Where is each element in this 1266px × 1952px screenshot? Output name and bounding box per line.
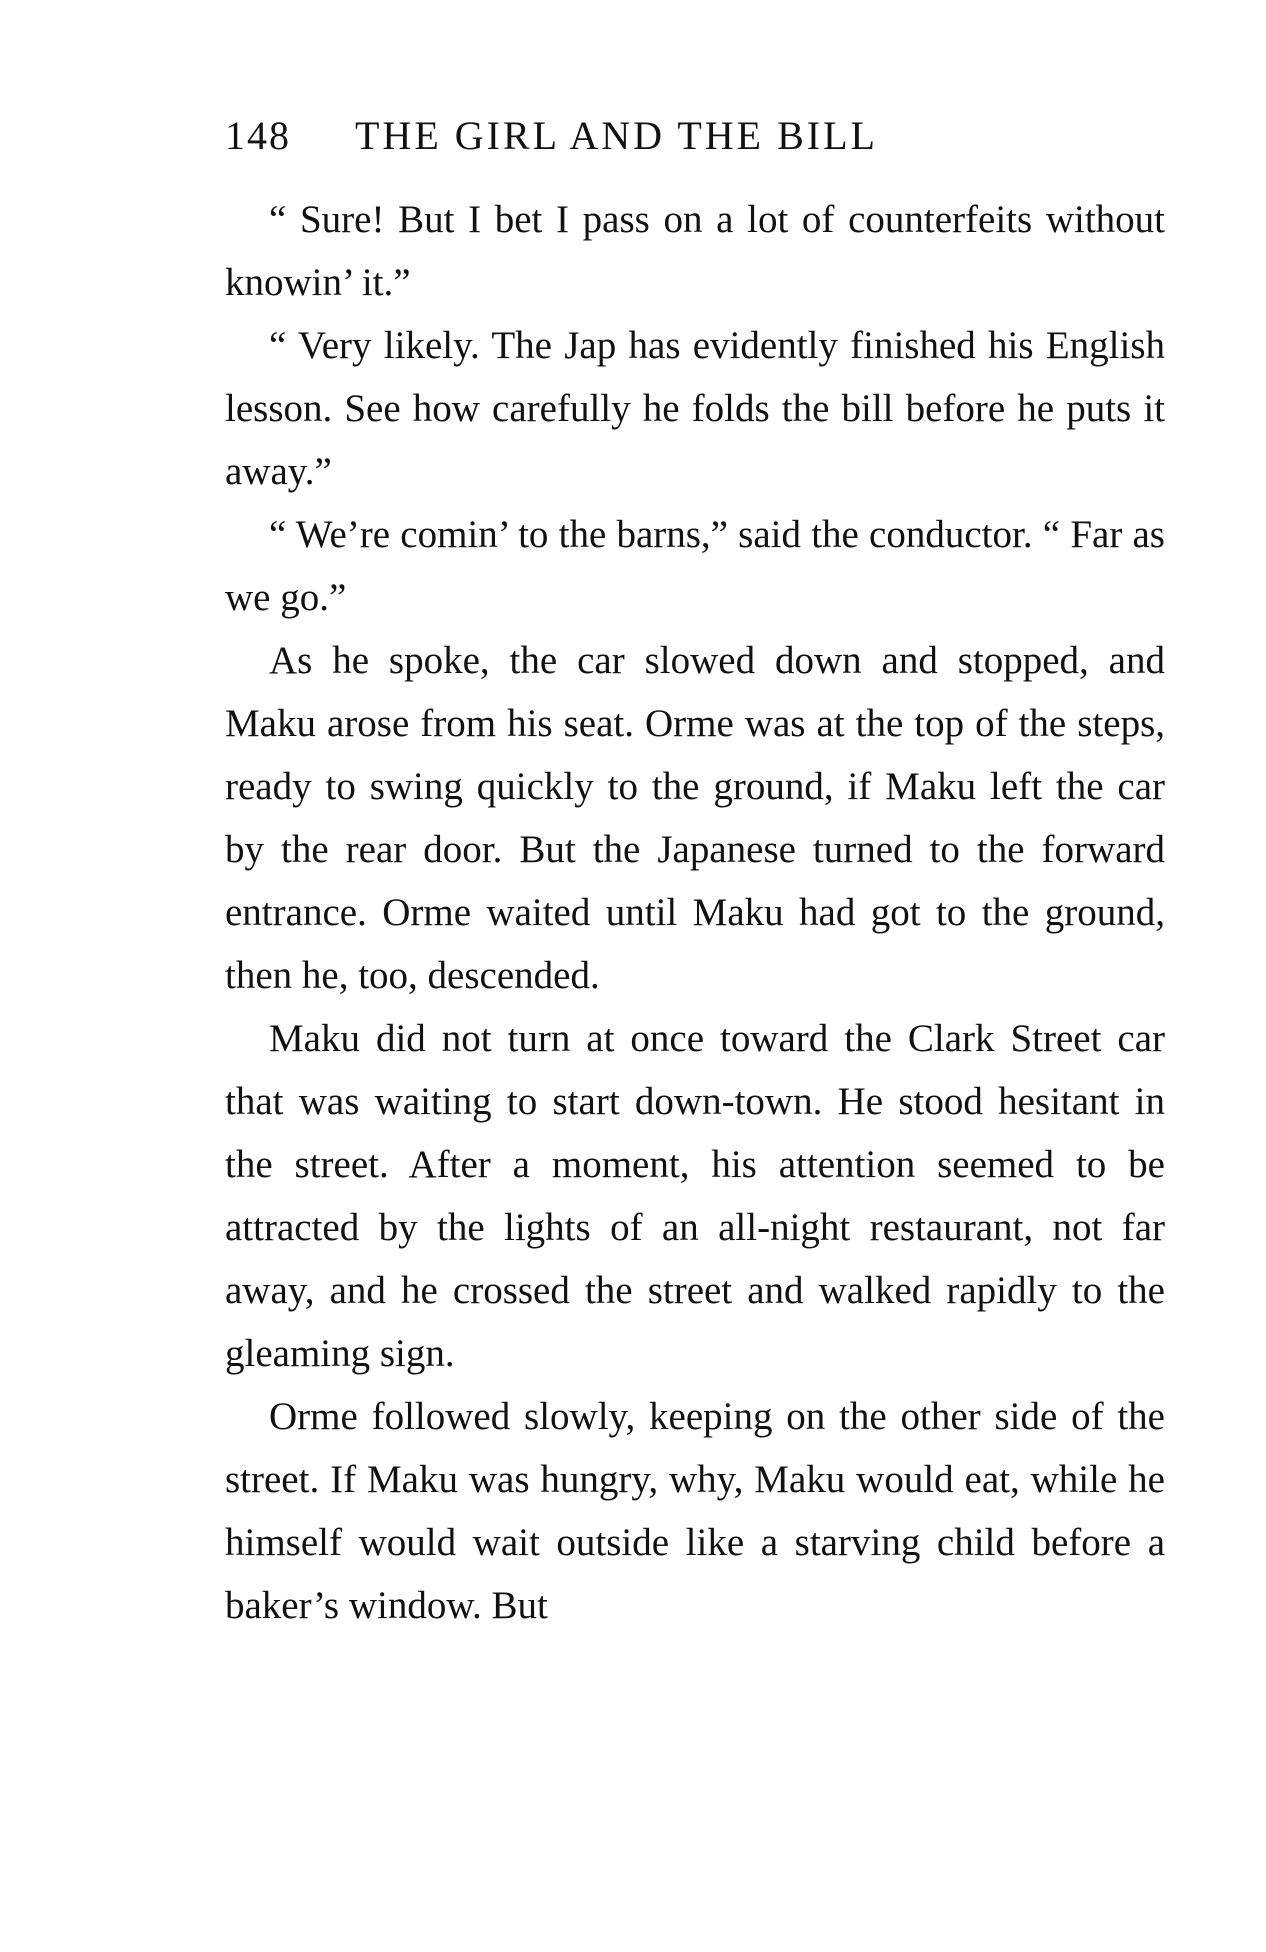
page-header (225, 112, 1045, 168)
paragraph-5: Maku did not turn at once toward the Clark Street car that was waiting to start down-town. He stood hesitant in the street. After a moment, his attention seemed to be attracted by the lights of an all-night restaurant, not far away, and he crossed the street and walked rapidly to the gleaming sign. (225, 1017, 1165, 1375)
paragraph-2: “ Very likely. The Jap has evidently finished his English lesson. See how carefully he folds the bill before he puts it away.” (225, 324, 1165, 493)
running-title: THE GIRL AND THE BILL (355, 113, 878, 158)
paragraph-6: Orme followed slowly, keeping on the other side of the street. If Maku was hungry, why, Maku would eat, while he himself would wait outside like a starving child before a baker’s window. But (225, 1395, 1165, 1627)
body-text (225, 188, 1165, 1637)
paragraph-4: As he spoke, the car slowed down and stopped, and Maku arose from his seat. Orme was at the top of the steps, ready to swing quickly to the ground, if Maku left the car by the rear door. But the Japanese turned to the forward entrance. Orme waited until Maku had got to the ground, then he, too, descended. (225, 639, 1165, 997)
paragraph-1: “ Sure! But I bet I pass on a lot of counterfeits without knowin’ it.” (225, 198, 1165, 304)
page-number: 148 (225, 113, 291, 158)
paragraph-3: “ We’re comin’ to the barns,” said the conductor. “ Far as we go.” (225, 513, 1165, 619)
